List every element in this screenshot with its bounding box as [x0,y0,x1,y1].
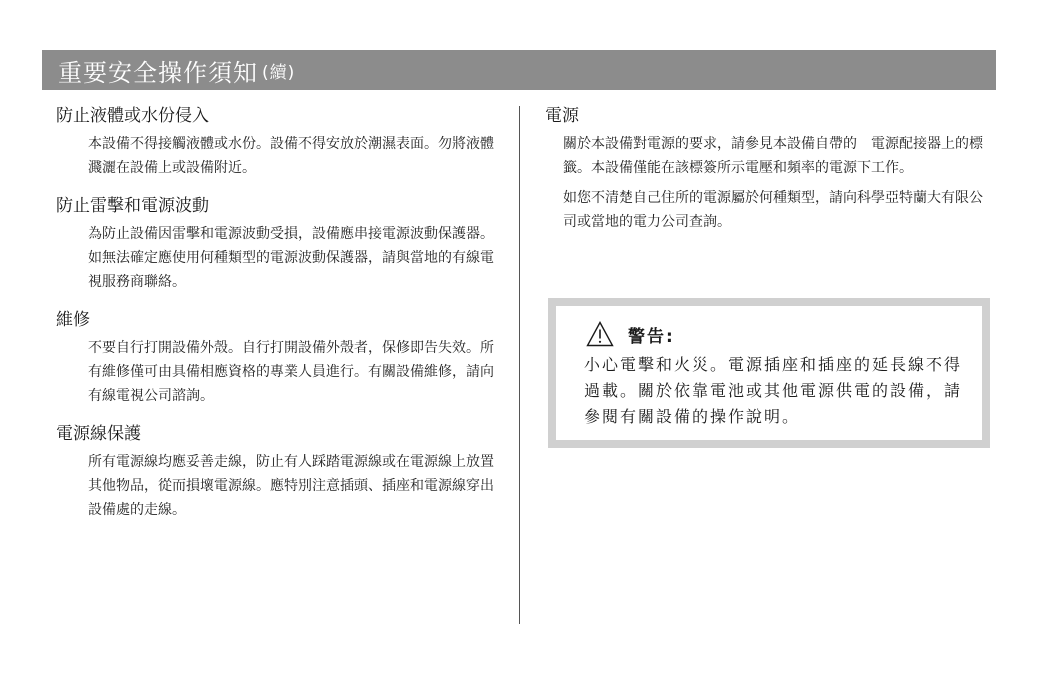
section-title: 電源線保護 [56,424,141,444]
column-divider [519,106,520,624]
section-body: 為防止設備因雷擊和電源波動受損，設備應串接電源波動保護器。如無法確定應使用何種類型的電源波動保護器，請與當地的有線電視服務商聯絡。 [88,226,494,290]
section-body: 所有電源線均應妥善走線，防止有人踩踏電源線或在電源線上放置其他物品，從而損壞電源線。應特別注意插頭、插座和電源線穿出設備處的走線。 [88,454,494,518]
warning-triangle-icon [586,321,614,347]
section-body: 不要自行打開設備外殼。自行打開設備外殼者，保修即告失效。所有維修僅可由具備相應資格的專業人員進行。有關設備維修，請向有線電視公司諮詢。 [88,340,494,404]
page-title-bar [42,50,996,90]
warning-label: 警告: [628,326,675,347]
section-title: 防止液體或水份侵入 [56,106,209,126]
page-subtitle: (續) [262,62,296,83]
section-power-cord [56,422,504,522]
warning-header [586,320,982,348]
page-title: 重要安全操作須知 [58,58,258,87]
warning-box [548,298,990,448]
right-column [545,104,991,248]
paragraph: 如您不清楚自己住所的電源屬於何種類型，請向科學亞特蘭大有限公司或當地的電力公司查詢。 [563,190,983,230]
section-body [563,132,991,234]
warning-inner [556,306,982,440]
section-title: 防止雷擊和電源波動 [56,196,209,216]
section-title: 維修 [56,310,90,330]
paragraph: 關於本設備對電源的要求，請參見本設備自帶的 電源配接器上的標籤。本設備僅能在該標簽所示電壓和頻率的電源下工作。 [563,136,983,176]
section-lightning [56,194,504,294]
section-body: 本設備不得接觸液體或水份。設備不得安放於潮濕表面。勿將液體濺灑在設備上或設備附近。 [88,136,494,176]
section-service [56,308,504,408]
section-title: 電源 [545,106,579,126]
left-column [56,104,504,536]
section-liquid [56,104,504,180]
warning-text: 小心電擊和火災。電源插座和插座的延長線不得過載。關於依靠電池或其他電源供電的設備，請參閱有關設備的操作說明。 [584,355,963,426]
section-power [545,104,991,234]
